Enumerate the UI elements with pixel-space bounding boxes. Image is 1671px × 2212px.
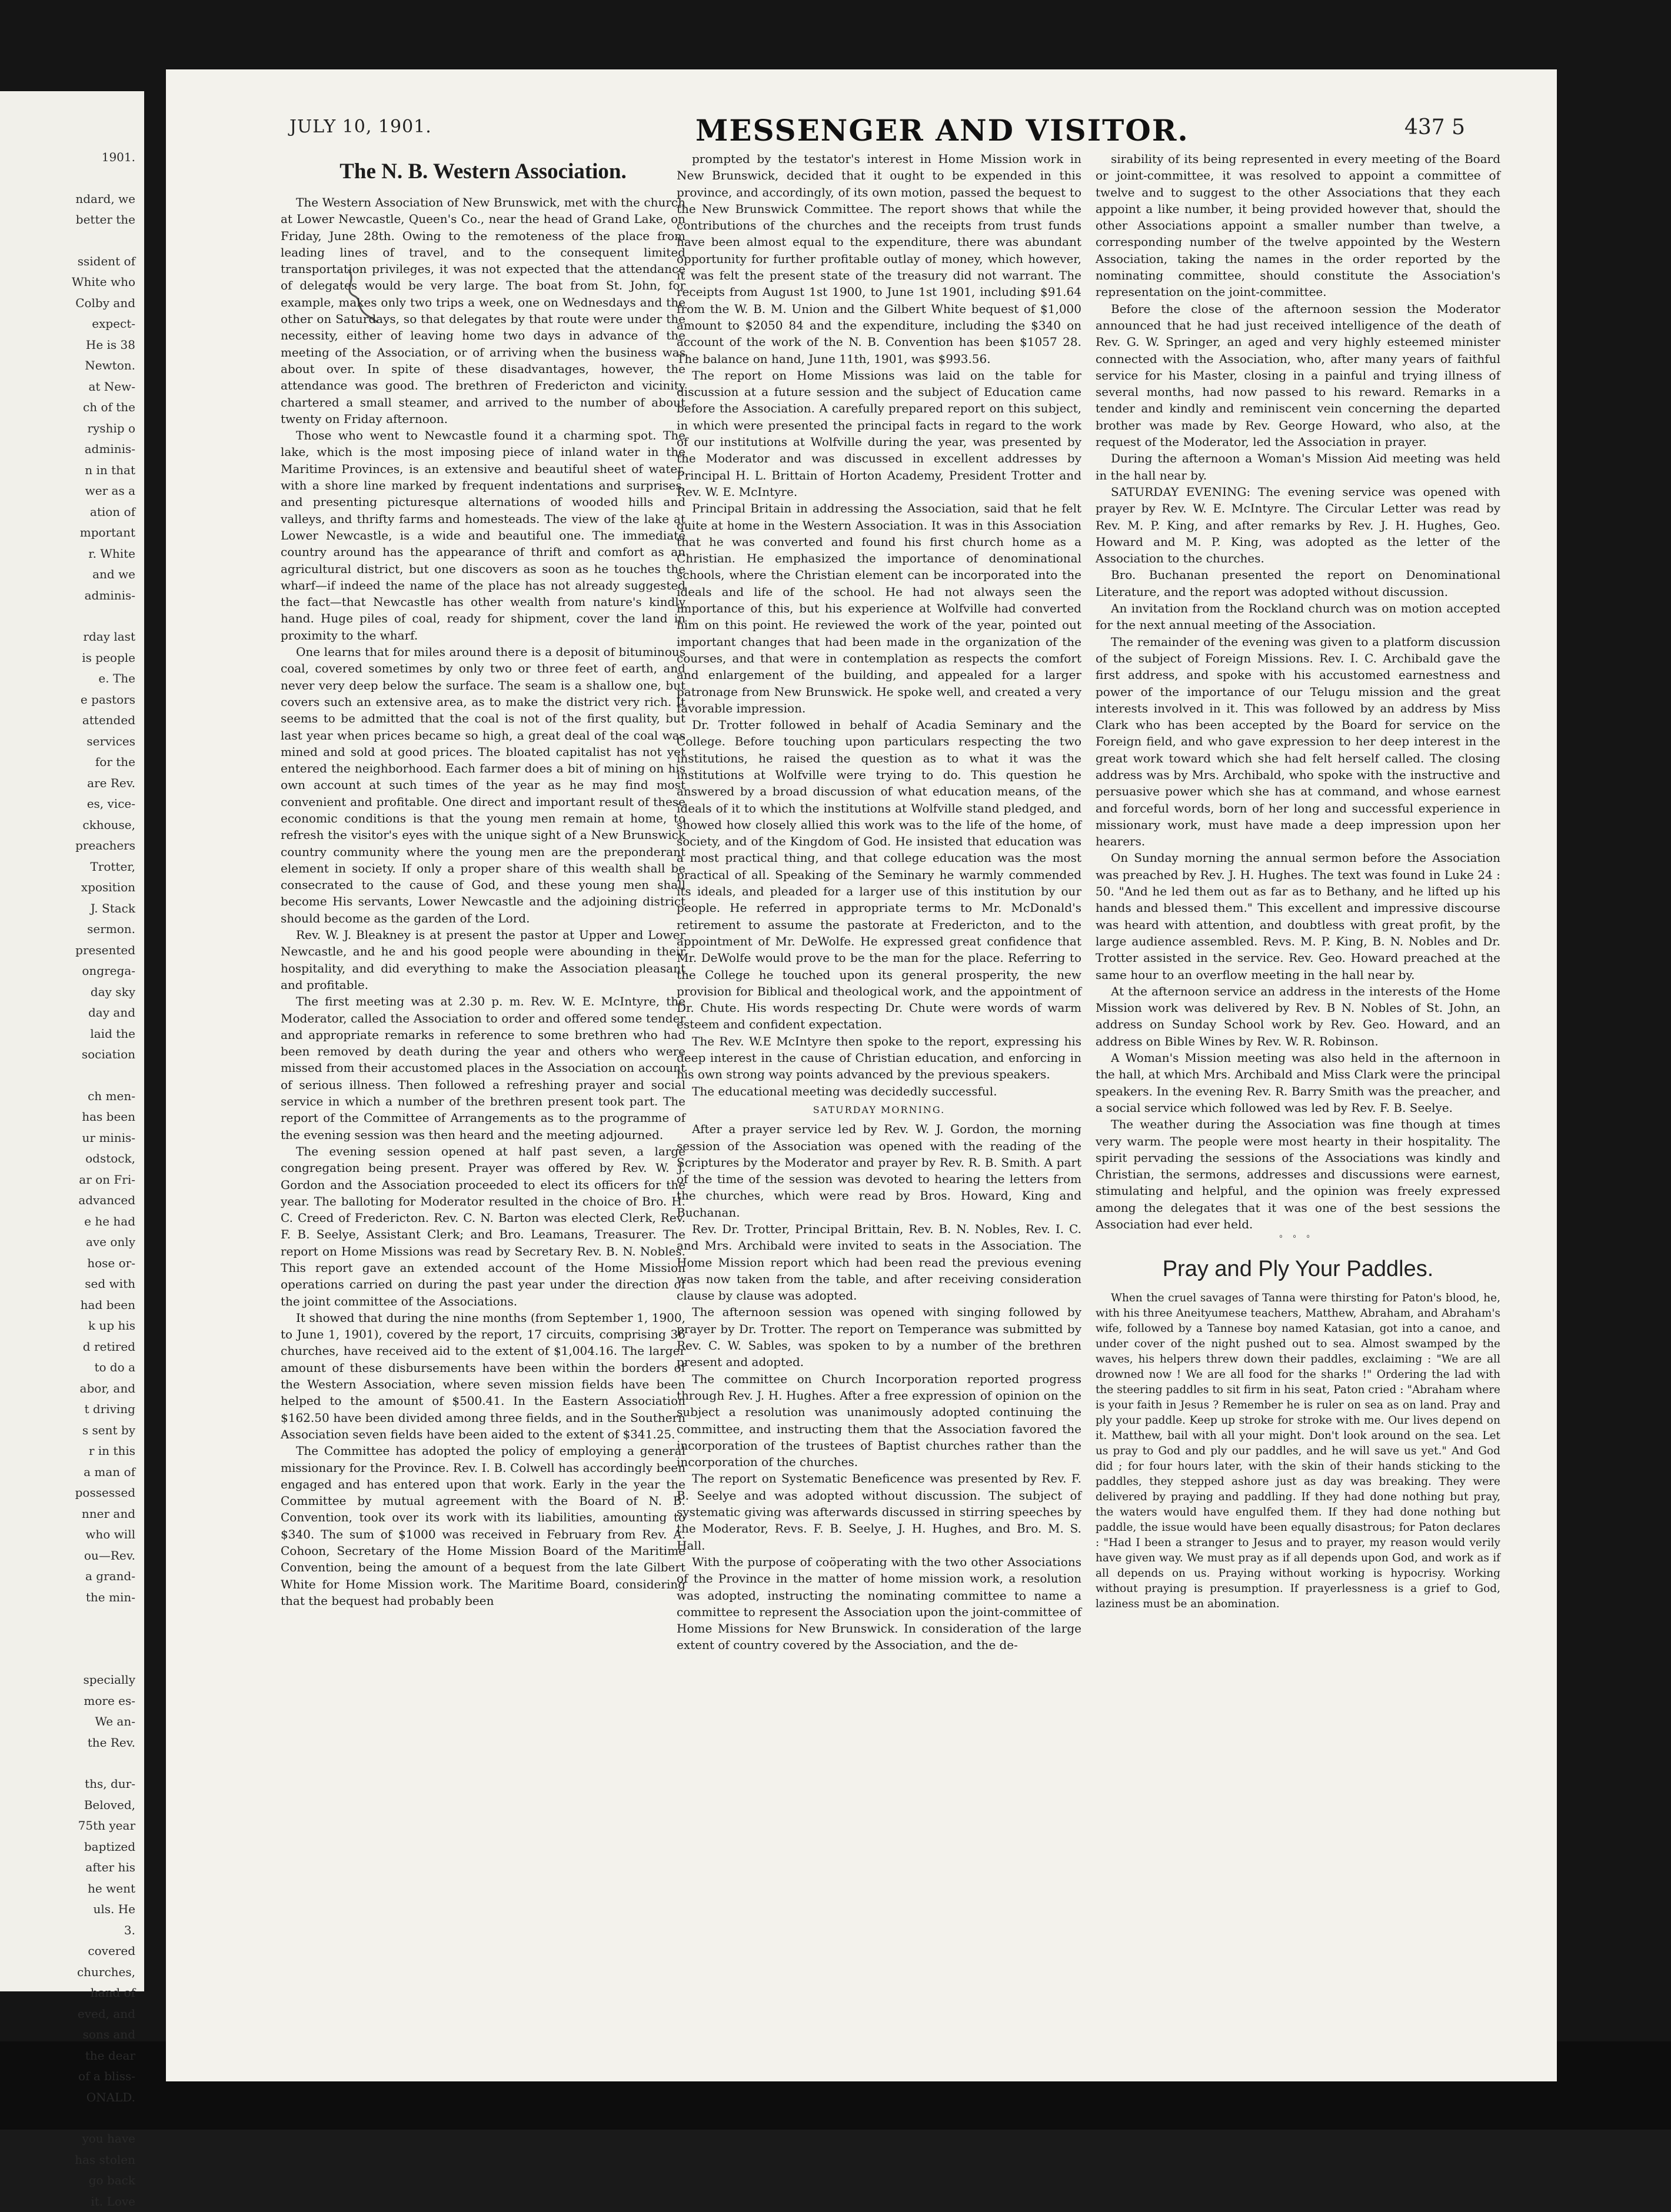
edge-text-line: r in this xyxy=(89,1441,135,1462)
edge-text-line: ur minis- xyxy=(82,1128,135,1149)
paragraph: Those who went to Newcastle found it a charming spot. The lake, which is the most imposing piece of inland water in the Maritime Provinces, is an extensive and beautiful sheet of water, with a shore line marked by frequent indentations and surprises, and presenting picturesque alternations of wooded hills and valleys, and thrifty farms and homesteads. The view of the lake at Lower Newcastle, is a wide and beautiful one. The immediate country around has the appearance of thrift and comfort as an agricultural district, but one discovers as soon as he touches the wharf—if indeed the name of the place has not already suggested the fact—that Newcastle has other wealth from nature's kindly hand. Huge piles of coal, ready for shipment, cover the land in proximity to the wharf. xyxy=(281,427,685,644)
paragraph: sirability of its being represented in every meeting of the Board or joint-committee, it was resolved to appoint a committee of twelve and to suggest to the other Associations that they each appoint a like number, it being provided however that, should the other Associations appoint a smaller number than twelve, a corresponding number of the twelve appointed by the Western Association, taking the names in the order reported by the nominating committee, should constitute the Association's representation on the joint-committee. xyxy=(1096,151,1500,301)
newspaper-title: MESSENGER AND VISITOR. xyxy=(695,113,1189,148)
paragraph: The report on Home Missions was laid on the table for discussion at a future session and the subject of Education came before the Association. A carefully prepared report on this subject, in which were presented the principal facts in regard to the work of our institutions at Wolfville during the year, was presented by the Moderator and was discussed in excellent addresses by Principal H. L. Brittain of Horton Academy, President Trotter and Rev. W. E. McIntyre. xyxy=(677,367,1081,500)
edge-text-line: ch men- xyxy=(88,1086,135,1107)
article-body-pray-and-ply xyxy=(1096,1291,1500,1612)
edge-text-line: Colby and xyxy=(75,293,135,314)
edge-text-line: more es- xyxy=(84,1691,135,1712)
edge-text-line: sed with xyxy=(85,1274,135,1295)
column-1 xyxy=(281,158,685,1609)
edge-text-line: adminis- xyxy=(85,439,135,460)
edge-text-line: at New- xyxy=(88,377,135,398)
edge-text-line: k up his xyxy=(88,1315,135,1337)
article-body-col1 xyxy=(281,194,685,1609)
edge-text-line: baptized xyxy=(84,1837,135,1858)
edge-text-line: he went xyxy=(88,1878,135,1900)
page-number: 437 5 xyxy=(1404,115,1465,139)
edge-text-line: nner and xyxy=(82,1504,135,1525)
edge-text-line: hose or- xyxy=(87,1253,135,1274)
paragraph: During the afternoon a Woman's Mission Aid meeting was held in the hall near by. xyxy=(1096,450,1500,484)
paragraph: At the afternoon service an address in the interests of the Home Mission work was delivered by Rev. B N. Nobles of St. John, an address on Sunday School work by Rev. Geo. Howard, and an address on Bible Wines by Rev. W. R. Robinson. xyxy=(1096,983,1500,1050)
adjacent-page-text xyxy=(0,147,135,2212)
edge-text-line: ation of xyxy=(90,502,135,523)
paragraph: The educational meeting was decidedly successful. xyxy=(677,1083,1081,1100)
edge-text-line: ar on Fri- xyxy=(79,1170,135,1191)
edge-text-line: had been xyxy=(81,1295,135,1316)
edge-text-line: services xyxy=(86,731,135,752)
article-title-pray-and-ply: Pray and Ply Your Paddles. xyxy=(1096,1254,1500,1284)
column-2 xyxy=(677,151,1081,1654)
edge-text-line: abor, and xyxy=(80,1378,135,1400)
edge-text-line: expect- xyxy=(92,314,135,335)
paragraph: Principal Britain in addressing the Association, said that he felt quite at home in the Western Association. It was in this Association that he was converted and found his first church home as a Christian. He emphasized the importance of denominational schools, where the Christian element can be incorporated into the ideals and life of the school. He had not always seen the importance of this, but his experience at Wolfville had converted him on this point. He reviewed the work of the year, pointed out important changes that had been made in the organization of the courses, and that were in contemplation as respects the comfort and enlargement of the building, and appealed for a larger patronage from New Brunswick. He spoke well, and created a very favorable impression. xyxy=(677,500,1081,717)
edge-text-line: ssident of xyxy=(78,251,135,272)
paragraph: The report on Systematic Beneficence was presented by Rev. F. B. Seelye and was adopted without discussion. The subject of systematic giving was afterwards discussed in stirring speeches by the Moderator, Revs. F. B. Seelye, J. H. Hughes, and Bro. M. S. Hall. xyxy=(677,1470,1081,1553)
edge-text-line: ch of the xyxy=(83,397,135,418)
edge-text-line: Beloved, xyxy=(84,1795,135,1816)
edge-text-line: uls. He xyxy=(93,1899,135,1920)
edge-text-line: a man of xyxy=(84,1462,135,1483)
article-body-col2 xyxy=(677,151,1081,1100)
adjacent-page-edge xyxy=(0,91,144,1991)
edge-text-line: has been xyxy=(82,1107,135,1128)
article-title-western-association: The N. B. Western Association. xyxy=(281,158,685,186)
paragraph: Rev. Dr. Trotter, Principal Brittain, Rev. B. N. Nobles, Rev. I. C. and Mrs. Archibald were invited to seats in the Association. The Home Mission report which had been read the previous evening was now taken from the table, and after receiving consideration clause by clause was adopted. xyxy=(677,1221,1081,1304)
edge-text-line: day and xyxy=(88,1002,135,1024)
edge-text-line: We an- xyxy=(95,1711,135,1733)
article-body-col2b xyxy=(677,1121,1081,1654)
edge-text-line: e. The xyxy=(98,668,135,689)
paragraph: SATURDAY EVENING: The evening service was opened with prayer by Rev. W. E. McIntyre. The Circular Letter was read by Rev. M. P. King, and after remarks by Rev. J. H. Hughes, Geo. Howard and M. P. King, was adopted as the letter of the Association to the churches. xyxy=(1096,484,1500,567)
newspaper-page xyxy=(166,69,1557,2081)
edge-text-line: after his xyxy=(85,1857,135,1878)
paragraph: An invitation from the Rockland church was on motion accepted for the next annual meeting of the Association. xyxy=(1096,600,1500,634)
edge-text-line: specially xyxy=(83,1670,135,1691)
paragraph: When the cruel savages of Tanna were thirsting for Paton's blood, he, with his three Aneityumese teachers, Matthew, Abraham, and Abraham's wife, followed by a Tannese boy named Katasian, got into a canoe, and under cover of the night pushed out to sea. Almost swamped by the waves, his helpers threw down their paddles, exclaiming : "We are all drowned now ! We are all food for the sharks !" Ordering the lad with the steering paddles to sit firm in his seat, Paton cried : "Abraham where is your faith in Jesus ? Remember he is ruler on sea as on land. Pray and ply your paddle. Keep up stroke for stroke with me. Our lives depend on it. Matthew, bail with all your might. Don't look around on the sea. Let us pray to God and ply our paddles, and he will save us yet." And God did ; for four hours later, with the skin of their hands sticking to the paddles, they stepped ashore just as day was breaking. They were delivered by praying and paddling. If they had done nothing but pray, the waters would have engulfed them. If they had done nothing but paddle, the issue would have been equally disastrous; for Paton declares : "Had I been a stranger to Jesus and to prayer, my reason would verily have given way. We must pray as if all depends upon God, and work as if all depends on us. Praying without working is hypocrisy. Working without praying is presumption. If prayerlessness is a grief to God, laziness must be an abomination. xyxy=(1096,1291,1500,1612)
edge-text-line: es, vice- xyxy=(87,794,135,815)
edge-text-line: 75th year xyxy=(78,1815,135,1837)
edge-text-line: to do a xyxy=(94,1357,135,1378)
edge-text-line: ryship o xyxy=(87,418,135,439)
edge-text-line: J. Stack xyxy=(91,898,135,920)
edge-text-line: for the xyxy=(95,752,135,773)
edge-text-line: ckhouse, xyxy=(82,815,135,836)
edge-text-line: e he had xyxy=(84,1211,135,1232)
edge-text-line: rday last xyxy=(83,627,135,648)
edge-text-line: d retired xyxy=(83,1337,135,1358)
edge-text-line: has stolen xyxy=(75,2150,135,2171)
paragraph: The remainder of the evening was given to a platform discussion of the subject of Foreign Missions. Rev. I. C. Archibald gave the first address, and spoke with his accustomed earnestness and power of the importance of our Telugu mission and the great interests involved in it. This was followed by an address by Miss Clark who has been accepted by the Board for service on the Foreign field, and who gave expression to her deep interest in the great work toward which she had felt herself called. The closing address was by Mrs. Archibald, who spoke with the instructive and persuasive power which she has at command, and whose earnest and forceful words, born of her long and successful experience in missionary work, must have made a deep impression upon her hearers. xyxy=(1096,634,1500,850)
paragraph: On Sunday morning the annual sermon before the Association was preached by Rev. J. H. Hughes. The text was found in Luke 24 : 50. "And he led them out as far as to Bethany, and he lifted up his hands and blessed them." This excellent and impressive discourse was heard with attention, and doubtless with great profit, by the large audience assembled. Revs. M. P. King, B. N. Nobles and Dr. Trotter assisted in the service. Rev. Geo. Howard preached at the same hour to an overflow meeting in the hall near by. xyxy=(1096,850,1500,982)
paragraph: The evening session opened at half past seven, a large congregation being present. Prayer was offered by Rev. W. J. Gordon and the Association proceeded to elect its officers for the year. The balloting for Moderator resulted in the choice of Bro. H. C. Creed of Fredericton. Rev. C. N. Barton was elected Clerk, Rev. F. B. Seelye, Assistant Clerk; and Bro. Leamans, Treasurer. The report on Home Missions was read by Secretary Rev. B. N. Nobles. This report gave an extended account of the Home Mission operations carried on during the past year under the direction of the joint committee of the Associations. xyxy=(281,1143,685,1310)
edge-text-line: ONALD. xyxy=(86,2087,135,2108)
edge-text-line: and we xyxy=(92,564,135,585)
edge-text-line: advanced xyxy=(78,1190,135,1211)
paragraph: Before the close of the afternoon session the Moderator announced that he had just received intelligence of the death of Rev. G. W. Springer, an aged and very highly esteemed minister connected with the Association, who, after many years of faithful service for his Master, closing in a painful and trying illness of several months, had now passed to his reward. Remarks in a tender and kindly and reminiscent vein concerning the departed brother was made by Rev. George Howard, who also, at the request of the Moderator, led the Association in prayer. xyxy=(1096,301,1500,451)
edge-text-line: sociation xyxy=(82,1044,135,1065)
edge-text-line: White who xyxy=(72,272,135,293)
paragraph: A Woman's Mission meeting was also held in the afternoon in the hall, at which Mrs. Archibald and Miss Clark were the principal speakers. In the evening Rev. R. Barry Smith was the preacher, and a social service which followed was led by Rev. F. B. Seelye. xyxy=(1096,1050,1500,1116)
edge-text-line: e pastors xyxy=(81,689,135,711)
paragraph: With the purpose of coöperating with the two other Associations of the Province in the matter of home mission work, a resolution was adopted, instructing the nominating committee to name a committee to represent the Association upon the joint-committee of Home Missions for New Brunswick. In consideration of the large extent of country covered by the Association, and the de- xyxy=(677,1554,1081,1654)
edge-text-line: adminis- xyxy=(85,585,135,607)
edge-text-line: of a bliss- xyxy=(78,2066,135,2087)
edge-text-line: covered xyxy=(88,1941,135,1962)
edge-text-line: Trotter, xyxy=(90,857,135,878)
edge-text-line: sermon. xyxy=(87,919,135,940)
edge-text-line: the min- xyxy=(86,1587,135,1608)
paragraph: The afternoon session was opened with singing followed by prayer by Dr. Trotter. The report on Temperance was submitted by Rev. C. W. Sables, was spoken to by a number of the brethren present and adopted. xyxy=(677,1304,1081,1370)
paragraph: One learns that for miles around there is a deposit of bituminous coal, covered sometimes by only two or three feet of earth, and never very deep below the surface. The seam is a shallow one, but covers such an extensive area, as to make the district very rich. It seems to be admitted that the coal is not of the first quality, but last year when prices became so high, a great deal of the coal was mined and sold at good prices. The bloated capitalist has not yet entered the neighborhood. Each farmer does a bit of mining on his own account at such times of the year as he may find most convenient and profitable. One direct and important result of these economic conditions is that the young men remain at home, to refresh the visitor's eyes with the unique sight of a New Brunswick country community where the young men are the preponderant element in society. If only a proper share of this wealth shall be consecrated to the cause of God, and these young men shall become His servants, Lower Newcastle and the adjoining district should become as the garden of the Lord. xyxy=(281,644,685,927)
edge-text-line: it. Love xyxy=(91,2191,135,2212)
edge-text-line: t driving xyxy=(84,1399,135,1420)
edge-text-line: possessed xyxy=(75,1483,135,1504)
edge-text-line: mportant xyxy=(80,522,135,544)
section-ornament: ﾟ ﾟ ﾟ xyxy=(1096,1232,1500,1249)
column-3 xyxy=(1096,151,1500,1612)
paragraph: After a prayer service led by Rev. W. J. Gordon, the morning session of the Association was opened with the reading of the Scriptures by the Moderator and prayer by Rev. R. B. Smith. A part of the time of the session was devoted to hearing the letters from the churches, which were read by Bros. Howard, King and Buchanan. xyxy=(677,1121,1081,1221)
paragraph: The weather during the Association was fine though at times very warm. The people were most hearty in their hospitality. The spirit pervading the sessions of the Associations was kindly and Christian, the sermons, addresses and discussions were earnest, stimulating and helpful, and the opinion was freely expressed among the delegates that it was one of the best sessions the Association had ever held. xyxy=(1096,1116,1500,1232)
edge-text-line: preachers xyxy=(75,835,135,857)
edge-text-line: the dear xyxy=(85,2046,135,2067)
article-body-col3 xyxy=(1096,151,1500,1232)
edge-text-line: are Rev. xyxy=(87,773,135,794)
edge-text-line: a grand- xyxy=(85,1566,135,1587)
edge-text-line: go back xyxy=(89,2170,135,2191)
edge-text-line: presented xyxy=(75,940,135,961)
edge-text-line: laid the xyxy=(90,1024,135,1045)
paragraph: The Rev. W.E McIntyre then spoke to the report, expressing his deep interest in the cause of Christian education, and enforcing in his own strong way points advanced by the previous speakers. xyxy=(677,1033,1081,1083)
edge-text-line: better the xyxy=(76,209,135,231)
edge-text-line: day sky xyxy=(91,982,135,1003)
paragraph: The Western Association of New Brunswick, met with the church at Lower Newcastle, Queen's Co., near the head of Grand Lake, on Friday, June 28th. Owing to the remoteness of the place from leading lines of travel, and to the consequent limited transportation privileges, it was not expected that the attendance of delegates would be very large. The boat from St. John, for example, makes only two trips a week, one on Wednesdays and the other on Saturdays, so that delegates by that route were under the necessity, either of leaving home two days in advance of the meeting of the Association, or of arriving when the business was about over. In spite of these disadvantages, however, the attendance was good. The brethren of Fredericton and vicinity chartered a small steamer, and arrived to the number of about twenty on Friday afternoon. xyxy=(281,194,685,427)
edge-text-line: who will xyxy=(85,1524,135,1545)
edge-text-line: eved, and xyxy=(78,2004,135,2025)
edge-text-line: ndard, we xyxy=(75,189,135,210)
subhead-saturday-morning: SATURDAY MORNING. xyxy=(677,1102,1081,1118)
edge-text-line: the Rev. xyxy=(88,1733,135,1754)
edge-text-line: ou—Rev. xyxy=(84,1545,135,1567)
edge-text-line: ave only xyxy=(86,1232,135,1253)
edge-text-line: odstock, xyxy=(85,1148,135,1170)
edge-text-line: sons and xyxy=(83,2024,135,2046)
paragraph: Rev. W. J. Bleakney is at present the pastor at Upper and Lower Newcastle, and he and his good people were abounding in their hospitality, and did everything to make the Association pleasant and profitable. xyxy=(281,927,685,993)
edge-text-line: wer as a xyxy=(85,481,135,502)
edge-text-line: ongrega- xyxy=(82,961,135,982)
paragraph: It showed that during the nine months (from September 1, 1900, to June 1, 1901), covered by the report, 17 circuits, comprising 36 churches, have received aid to the extent of $1,004.16. The larger amount of these disbursements have been within the borders of the Western Association, where seven mission fields have been helped to the amount of $500.41. In the Eastern Association $162.50 have been divided among three fields, and in the Southern Association seven fields have been aided to the extent of $341.25. xyxy=(281,1310,685,1443)
paragraph: Bro. Buchanan presented the report on Denominational Literature, and the report was adopted without discussion. xyxy=(1096,567,1500,600)
edge-text-line: is people xyxy=(82,648,135,669)
edge-text-line: you have xyxy=(82,2128,135,2150)
edge-text-line: He is 38 xyxy=(86,335,135,356)
edge-text-line: churches, xyxy=(77,1962,135,1983)
paragraph: Dr. Trotter followed in behalf of Acadia Seminary and the College. Before touching upon particulars respecting the two institutions, he raised the question as to what it was the institutions at Wolfville were trying to do. This question he answered by a broad discussion of what education means, of the ideals of it to which the institutions at Wolfville stand pledged, and showed how closely allied this work was to the life of the home, of society, and of the Kingdom of God. He insisted that education was a most practical thing, and that college education was the most practical of all. Speaking of the Seminary he warmly commended its ideals, and pleaded for a larger use of this institution by our people. He referred in appropriate terms to Mr. McDonald's retirement to assume the pastorate at Fredericton, and to the appointment of Mr. DeWolfe. He expressed great confidence that Mr. DeWolfe would prove to be the man for the place. Referring to the College he touched upon its general prosperity, the new provision for Biblical and theological work, and the appointment of Dr. Chute. His words respecting Dr. Chute were words of warm esteem and confident expectation. xyxy=(677,717,1081,1033)
edge-text-line: ths, dur- xyxy=(85,1774,135,1795)
edge-text-line: xposition xyxy=(81,877,135,898)
edge-text-line: Newton. xyxy=(85,355,135,377)
edge-text-line: r. White xyxy=(88,544,135,565)
edge-text-line: attended xyxy=(82,710,135,731)
edge-text-line: 1901. xyxy=(102,147,135,168)
edge-text-line: hand of xyxy=(91,1983,135,2004)
issue-date: JULY 10, 1901. xyxy=(289,116,432,137)
paragraph: The committee on Church Incorporation reported progress through Rev. J. H. Hughes. After a free expression of opinion on the subject a resolution was unanimously adopted continuing the committee, and instructing them that the Association favored the incorporation of the trustees of Baptist churches rather than the incorporation of the churches. xyxy=(677,1371,1081,1471)
paragraph: prompted by the testator's interest in Home Mission work in New Brunswick, decided that it ought to be expended in this province, and accordingly, of its own motion, passed the bequest to the New Brunswick Committee. The report shows that while the contributions of the churches and the receipts from trust funds have been almost equal to the expenditure, there was abundant opportunity for further profitable outlay of money, which however, it was felt the present state of the treasury did not warrant. The receipts from August 1st 1900, to June 1st 1901, including $91.64 from the W. B. M. Union and the Gilbert White bequest of $1,000 amount to $2050 84 and the expenditure, including the $340 on account of the work of the N. B. Convention has been $1057 28. The balance on hand, June 11th, 1901, was $993.56. xyxy=(677,151,1081,367)
edge-text-line: s sent by xyxy=(82,1420,135,1441)
edge-text-line: n in that xyxy=(85,460,135,481)
paragraph: The Committee has adopted the policy of employing a general missionary for the Province. Rev. I. B. Colwell has accordingly been engaged and has entered upon that work. Early in the year the Committee by mutual agreement with the Board of N. B. Convention, took over its work with its liabilities, amounting to $340. The sum of $1000 was received in February from Rev. A. Cohoon, Secretary of the Home Mission Board of the Maritime Convention, being the amount of a bequest from the late Gilbert White for Home Mission work. The Maritime Board, considering that the bequest had probably been xyxy=(281,1443,685,1609)
edge-text-line: 3. xyxy=(124,1920,135,1941)
paragraph: The first meeting was at 2.30 p. m. Rev. W. E. McIntyre, the Moderator, called the Association to order and offered some tender and appropriate remarks in reference to some brethren who had been removed by death during the year and others who were missed from their accustomed places in the Association on account of serious illness. Then followed a refreshing prayer and social service in which a number of the brethren present took part. The report of the Committee of Arrangements as to the programme of the evening session was then heard and the meeting adjourned. xyxy=(281,993,685,1143)
